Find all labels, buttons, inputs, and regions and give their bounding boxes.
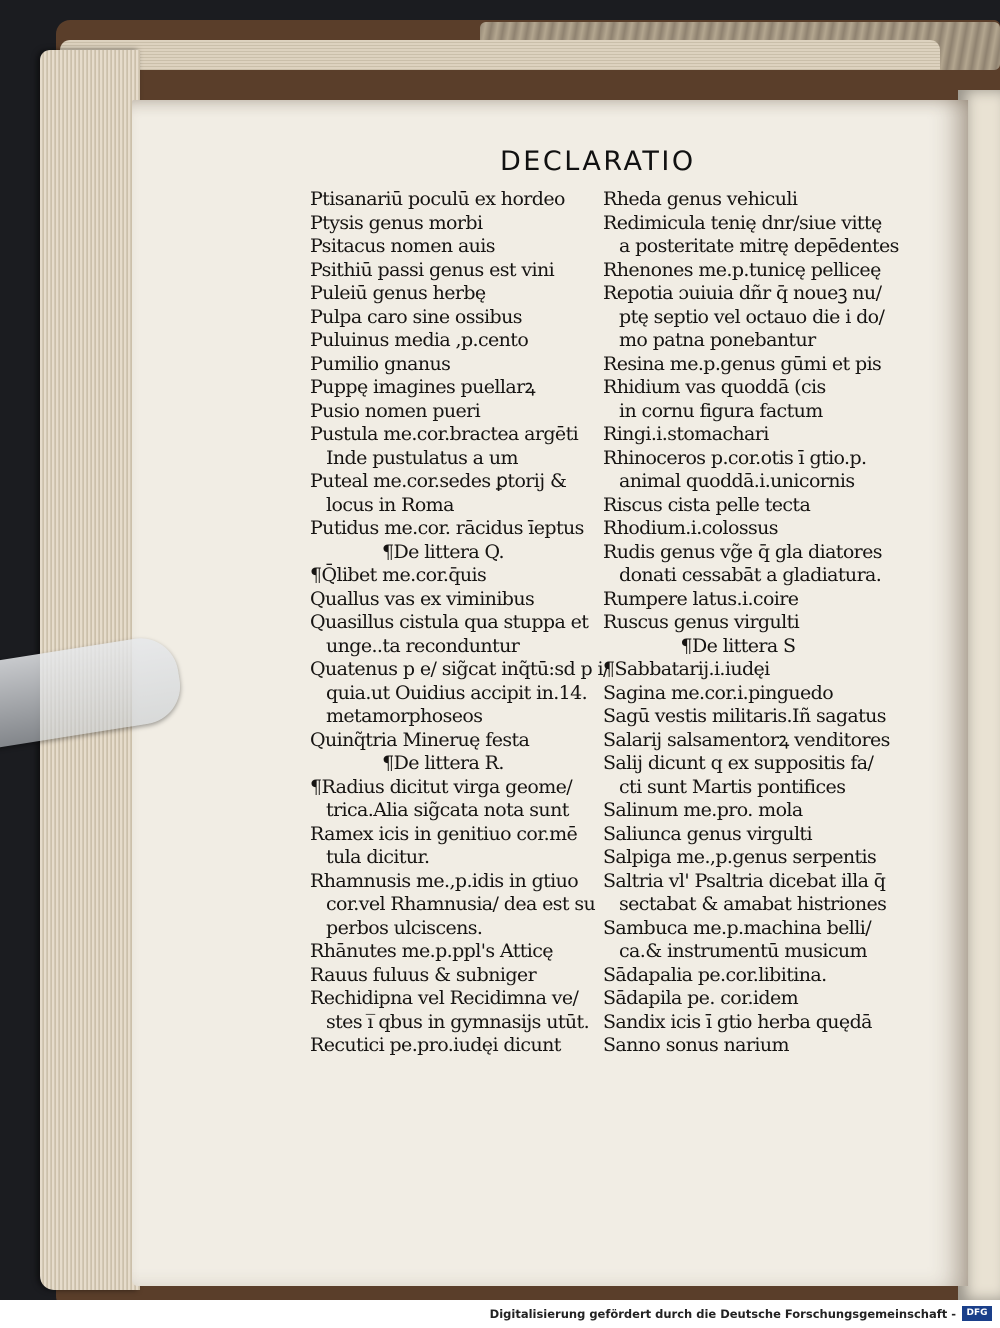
- left-column-line: ¶Q̄libet me.cor.q̄uis: [310, 564, 487, 586]
- left-column-line: cor.vel Rhamnusia/ dea est su: [326, 893, 596, 915]
- left-column-line: Puleiū genus herbę: [310, 282, 486, 304]
- left-column-line: Rhamnusis me.,p.idis in gtiuo: [310, 869, 579, 892]
- left-column-line: Quinq̃tria Mineruę festa: [310, 728, 530, 751]
- right-column-line: ¶Sabbatarij.i.iudęi: [603, 658, 770, 680]
- right-column-line: Sādapila pe. cor.idem: [603, 987, 799, 1009]
- right-column-line: Salinum me.pro. mola: [603, 799, 803, 821]
- left-column-line: ¶Radius dicitut virga geome/: [310, 775, 573, 798]
- left-column-line: tula dicitur.: [326, 846, 430, 868]
- page-block-top-edge: [60, 40, 940, 70]
- left-column-line: Quasillus cistula qua stuppa et: [310, 611, 589, 633]
- left-column-line: Ptysis genus morbi: [310, 211, 483, 234]
- right-column-line: mo patna ponebantur: [619, 329, 816, 351]
- left-column-line: trica.Alia sig̃cata nota sunt: [326, 799, 569, 821]
- left-column-line: Inde pustulatus a um: [326, 446, 518, 469]
- right-column-line: Rheda genus vehiculi: [603, 188, 798, 210]
- left-column-line: unge..ta reconduntur: [326, 634, 520, 657]
- left-column-line: ¶De littera R.: [382, 752, 504, 774]
- left-column-line: Puppę imagines puellarꝝ: [310, 376, 535, 398]
- left-column-line: Pulpa caro sine ossibus: [310, 305, 522, 328]
- right-column-line: Riscus cista pelle tecta: [603, 493, 811, 516]
- right-column-line: Sādapalia pe.cor.libitina.: [603, 963, 827, 986]
- right-column-line: Rhidium vas quoddā (cis: [603, 376, 826, 398]
- right-column-line: animal quoddā.i.unicornis: [619, 470, 855, 492]
- left-column-line: Pumilio gnanus: [310, 352, 451, 375]
- right-column-line: Saltria vl' Psaltria dicebat illa q̄: [603, 869, 886, 892]
- right-column-line: Sagū vestis militaris.Iñ sagatus: [603, 705, 886, 727]
- left-column-line: Ramex icis in genitiuo cor.mē: [310, 822, 578, 845]
- right-column-line: sectabat & amabat histriones: [619, 893, 887, 915]
- right-column-line: Ringi.i.stomachari: [603, 423, 769, 445]
- left-column-line: Putidus me.cor. rācidus īeptus: [310, 517, 584, 539]
- right-column-line: Rhenones me.p.tunicę pelliceę: [603, 258, 881, 281]
- left-column-line: Pusio nomen pueri: [310, 399, 481, 422]
- left-column-line: Puteal me.cor.sedes ꝑtorij &: [310, 470, 567, 492]
- left-column-line: Psithiū passi genus est vini: [310, 258, 555, 281]
- right-column-line: Ruscus genus virgulti: [603, 611, 800, 633]
- left-column-line: Rhānutes me.p.ppl's Atticę: [310, 940, 553, 962]
- left-column-line: metamorphoseos: [326, 705, 483, 727]
- footer-bar: [0, 1300, 1000, 1328]
- left-column-line: Recutici pe.pro.iudęi dicunt: [310, 1034, 561, 1056]
- right-column-line: ptę septio vel octauo die i do/: [619, 305, 885, 328]
- right-column-line: ¶De littera S: [680, 634, 796, 657]
- right-column-line: Rumpere latus.i.coire: [603, 587, 799, 610]
- right-column-line: Salpiga me.,p.genus serpentis: [603, 846, 877, 868]
- right-column-line: Salij dicunt q ex suppositis fa/: [603, 752, 874, 774]
- left-column-line: Ptisanariū poculū ex hordeo: [310, 188, 565, 210]
- right-column-line: Sanno sonus narium: [603, 1034, 789, 1056]
- left-column-line: stes i̅ qbus in gymnasijs utūt.: [326, 1010, 590, 1033]
- right-column-line: Rhodium.i.colossus: [603, 517, 778, 539]
- right-column-line: Salarij salsamentorꝝ venditores: [603, 728, 890, 751]
- left-column-line: Rauus fuluus & subniger: [310, 963, 537, 986]
- right-column-line: ca.& instrumentū musicum: [619, 940, 867, 962]
- right-column-line: donati cessabāt a gladiatura.: [619, 564, 882, 586]
- right-column-line: Sagina me.cor.i.pinguedo: [603, 681, 834, 704]
- right-column-line: in cornu figura factum: [619, 399, 823, 422]
- left-text-column: [310, 188, 609, 1058]
- right-column-line: cti sunt Martis pontifices: [619, 775, 846, 798]
- left-column-line: quia.ut Ouidius accipit in.14.: [326, 681, 588, 704]
- left-column-line: Pustula me.cor.bractea argēti: [310, 423, 579, 445]
- left-column-line: Rechidipna vel Recidimna ve/: [310, 987, 579, 1009]
- right-column-line: Sandix icis ī gtio herba quędā: [603, 1010, 872, 1033]
- footer-credit: Digitalisierung gefördert durch die Deutsche Forschungsgemeinschaft -: [489, 1307, 956, 1321]
- left-column-line: locus in Roma: [326, 493, 454, 516]
- left-column-line: Puluinus media ,p.cento: [310, 329, 529, 351]
- left-column-line: Psitacus nomen auis: [310, 235, 495, 257]
- right-column-line: Rhinoceros p.cor.otis ī gtio.p.: [603, 446, 867, 469]
- right-column-line: Resina me.p.genus gūmi et pis: [603, 352, 882, 375]
- left-column-line: Quallus vas ex viminibus: [310, 587, 535, 610]
- right-text-column: [603, 188, 903, 1058]
- right-column-line: Sambuca me.p.machina belli/: [603, 916, 872, 939]
- left-column-line: ¶De littera Q.: [382, 540, 504, 563]
- right-column-line: Redimicula tenię dnr/siue vittę: [603, 211, 882, 234]
- left-column-line: Quatenus p e/ sig̃cat inq̃tū:sd p i/: [310, 658, 609, 680]
- dfg-logo: DFG: [962, 1306, 992, 1321]
- right-column-line: Repotia ɔuiuia dñr q̄ noueꝫ nu/: [603, 282, 882, 304]
- right-column-line: Saliunca genus virgulti: [603, 822, 812, 845]
- page-header: DECLARATIO: [500, 146, 696, 177]
- right-column-line: a posteritate mitrę depēdentes: [619, 235, 899, 257]
- left-column-line: perbos ulciscens.: [326, 916, 483, 939]
- right-column-line: Rudis genus vg̃e q̄ gla diatores: [603, 540, 882, 563]
